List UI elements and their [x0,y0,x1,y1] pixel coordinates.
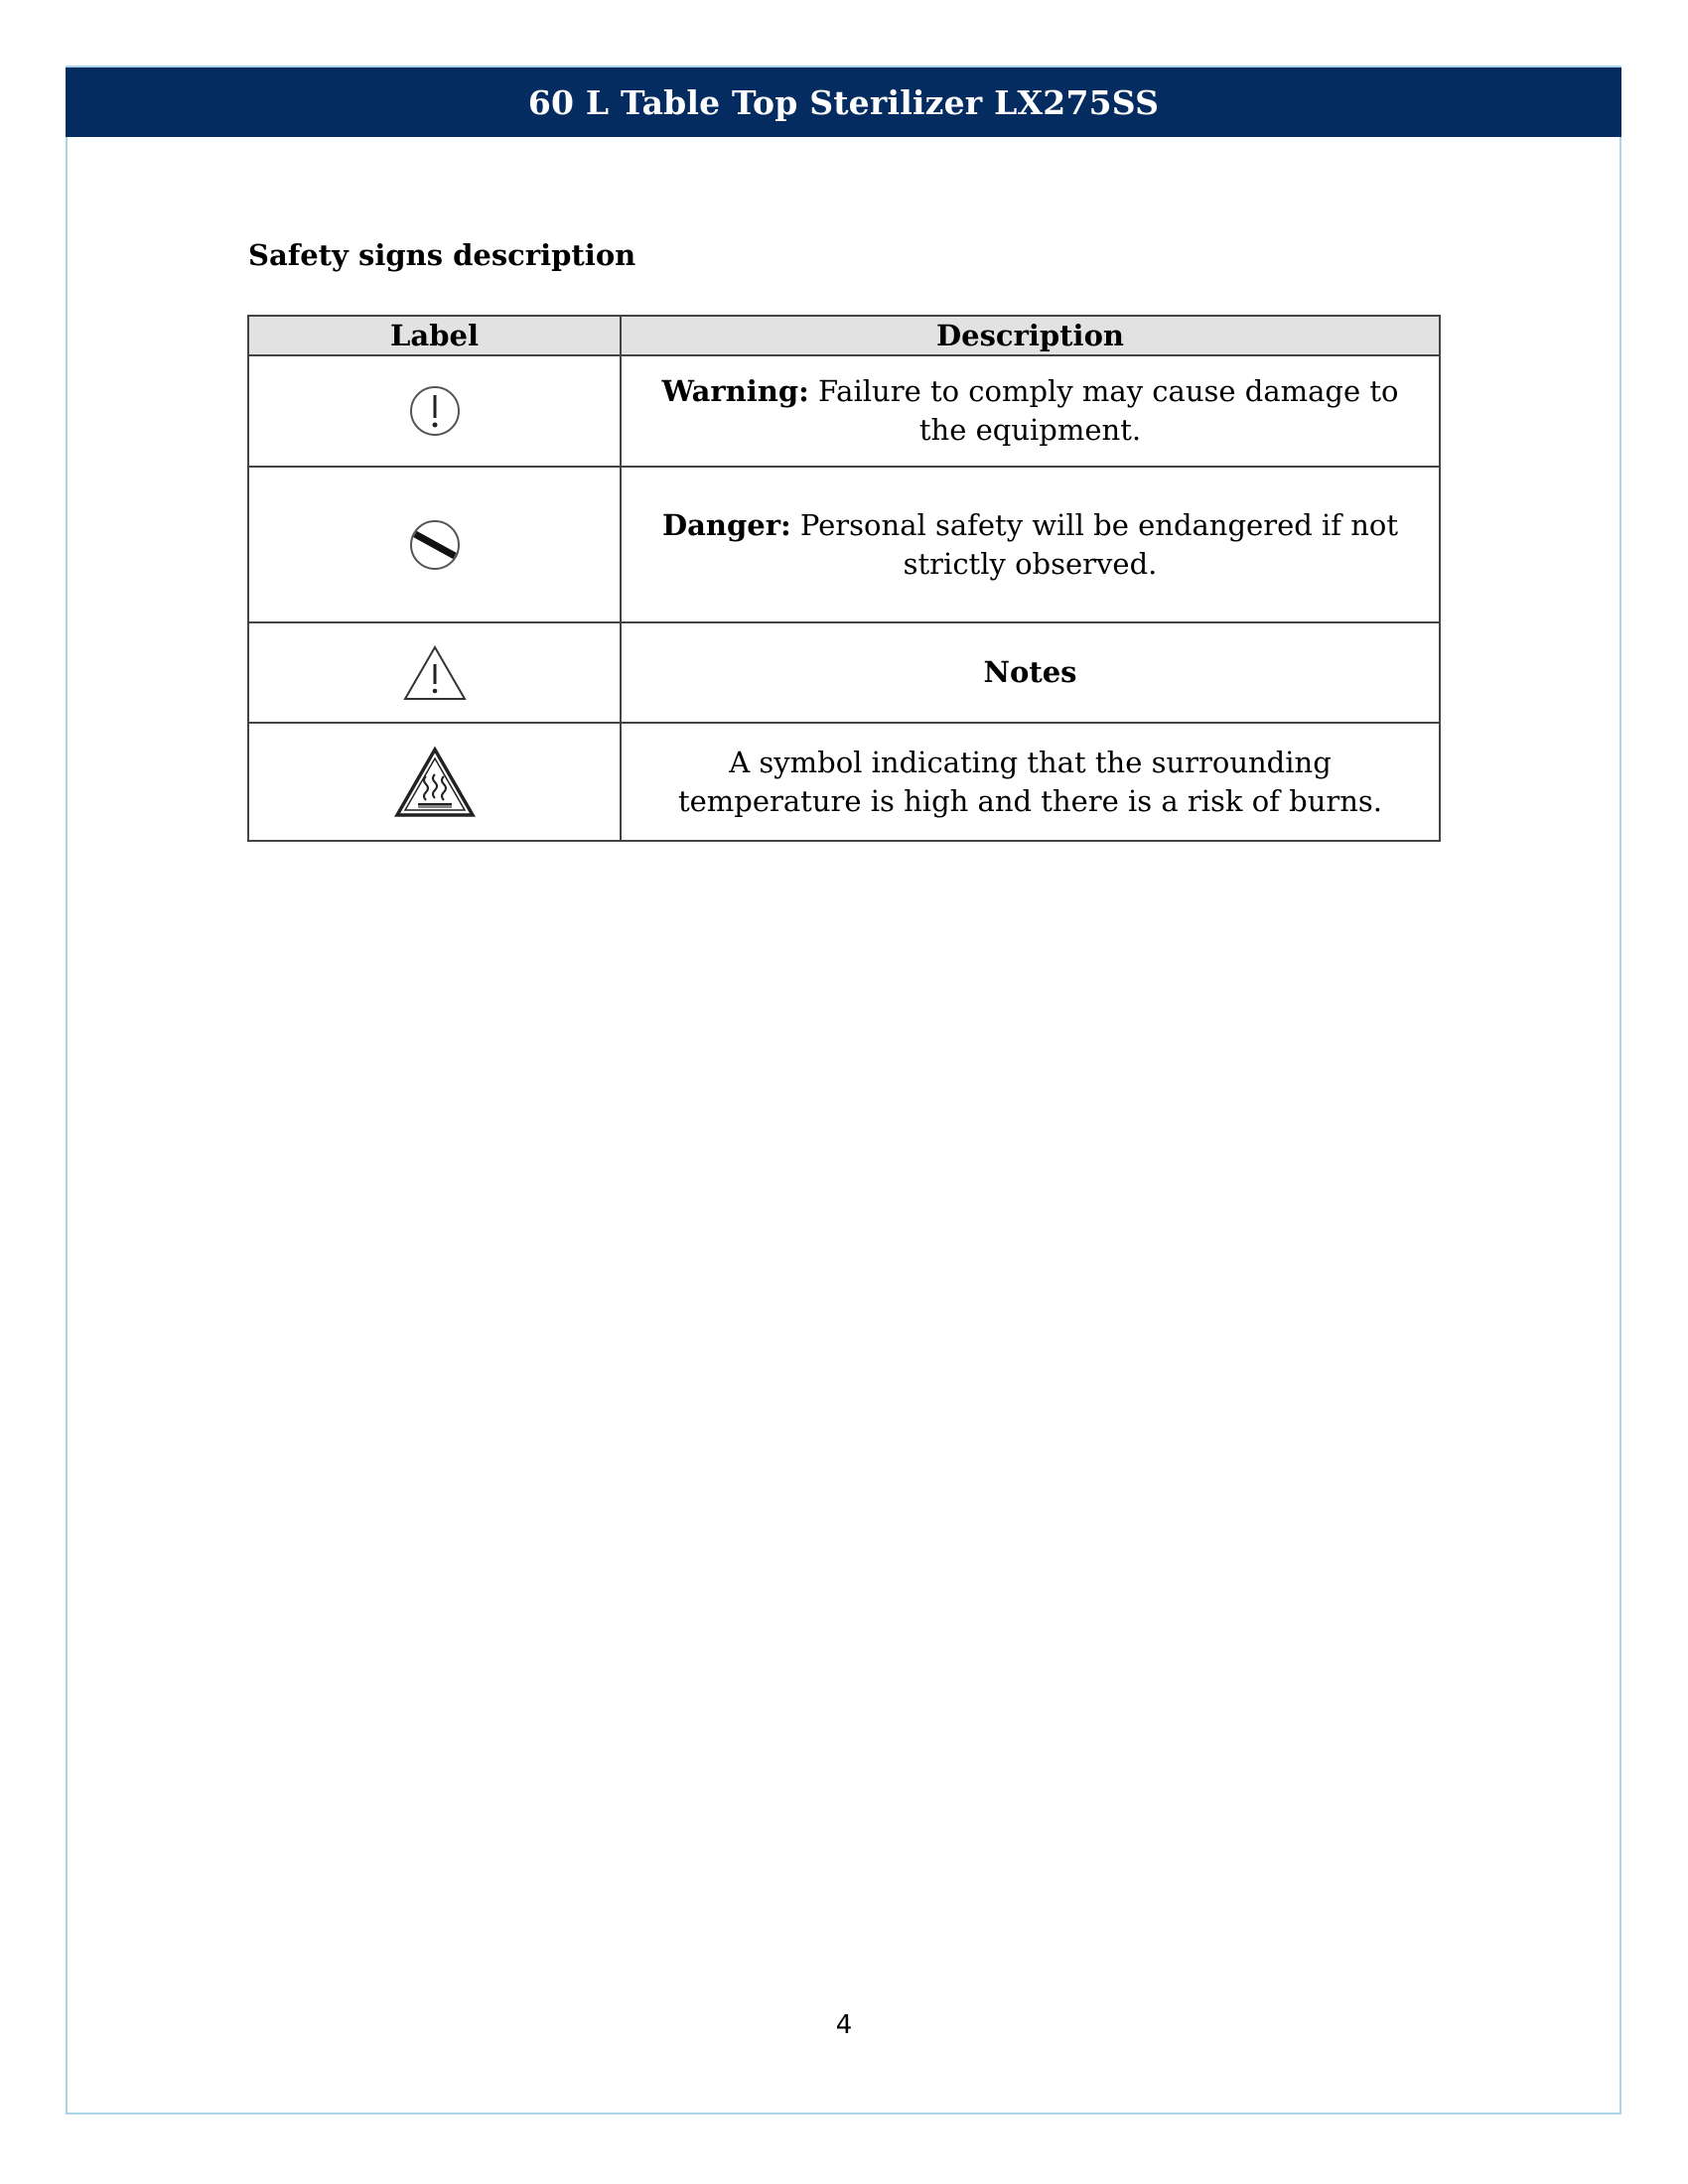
label-cell [248,622,621,723]
column-header-label: Label [248,316,621,355]
caution-triangle-icon [279,644,590,702]
hot-surface-icon [279,747,590,818]
column-header-description: Description [621,316,1440,355]
label-cell [248,723,621,841]
description-cell [621,467,1440,622]
document-title: 60 L Table Top Sterilizer LX275SS [527,82,1160,122]
warning-circle-exclamation-icon [279,384,590,438]
table-row [248,622,1440,723]
danger-prohibition-icon [279,518,590,572]
table-row [248,467,1440,622]
description-cell [621,355,1440,467]
danger-text: Personal safety will be endangered if not strictly observed. [790,507,1399,581]
hot-surface-text: A symbol indicating that the surrounding temperature is high and there is a risk of burns. [677,745,1383,818]
description-cell [621,622,1440,723]
notes-lead: Notes [983,655,1077,689]
warning-text: Failure to comply may cause damage to the equipment. [808,374,1399,447]
table-header-row [248,316,1440,355]
description-cell [621,723,1440,841]
safety-signs-table [247,315,1441,842]
label-cell [248,467,621,622]
warning-lead: Warning: [661,374,809,408]
label-cell [248,355,621,467]
table-row [248,355,1440,467]
section-title: Safety signs description [248,238,636,272]
danger-lead: Danger: [661,507,791,542]
document-header [66,68,1621,137]
table-row [248,723,1440,841]
page-number: 4 [835,2010,853,2040]
